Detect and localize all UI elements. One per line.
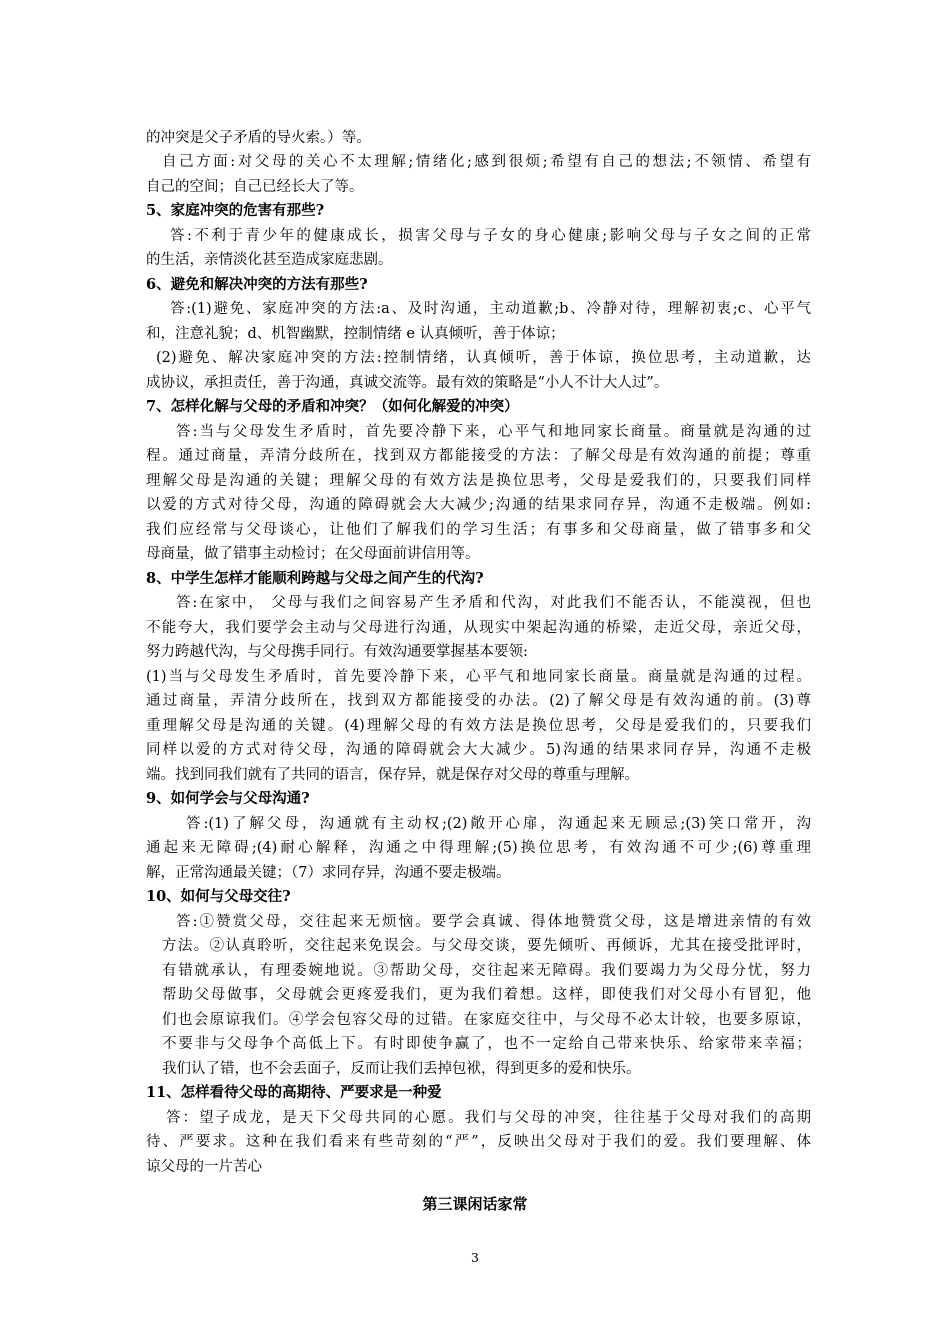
lesson-title: 第三课闲话家常	[422, 1195, 528, 1213]
text-line: 答:在家中， 父母与我们之间容易产生矛盾和代沟，对此我们不能否认，不能漠视，但也	[176, 595, 811, 611]
question-heading: 6、避免和解决冲突的方法有那些?	[146, 276, 368, 293]
text-line: 不要非与父母争个高低上下。有时即使争赢了，也不一定给自己带来快乐、给家带来幸福；	[162, 1036, 811, 1052]
text-line: 自己的空间；自己已经长大了等。	[146, 179, 364, 195]
text-line: 通过商量，弄清分歧所在，找到双方都能接受的办法。(2)了解父母是有效沟通的前。(3)尊	[146, 693, 811, 709]
text-line: 答:①赞赏父母，交往起来无烦恼。要学会真诚、得体地赞赏父母，这是增进亲情的有效	[176, 914, 811, 930]
text-line: 不能夸大，我们要学会主动与父母进行沟通，从现实中架起沟通的桥梁，走近父母，亲近父母，	[146, 620, 811, 636]
text-line: 方法。②认真聆听，交往起来免误会。与父母交谈，要先倾听、再倾诉，尤其在接受批评时，	[162, 938, 811, 954]
text-line: 我们应经常与父母谈心，让他们了解我们的学习生活；有事多和父母商量，做了错事多和父	[146, 522, 811, 538]
question-heading: 10、如何与父母交往?	[146, 888, 291, 905]
question-heading: 5、家庭冲突的危害有那些?	[146, 202, 325, 219]
text-line: 理解父母是沟通的关键；理解父母的有效方法是换位思考，父母是爱我们的，只要我们同样	[146, 473, 811, 489]
text-line: 通起来无障碍;(4)耐心解释，沟通之中得理解;(5)换位思考，有效沟通不可少;(6)尊重理	[146, 840, 811, 856]
text-line: 的冲突是父子矛盾的导火索。）等。	[146, 130, 371, 146]
text-line: 成协议，承担责任，善于沟通，真诚交流等。最有效的策略是“小人不计大人过”。	[146, 375, 669, 391]
text-line: 有错就承认，有理委婉地说。③帮助父母，交往起来无障碍。我们要竭力为父母分忧，努力	[162, 963, 811, 979]
question-heading: 7、怎样化解与父母的矛盾和冲突？（如何化解爱的冲突）	[146, 398, 519, 415]
page-number: 3	[471, 1250, 479, 1265]
text-line: 重理解父母是沟通的关键。(4)理解父母的有效方法是换位思考，父母是爱我们的，只要我们	[146, 718, 811, 734]
text-line: 答:(1)了解父母，沟通就有主动权;(2)敞开心扉，沟通起来无顾忌;(3)笑口常开，沟	[186, 816, 811, 832]
text-line: 我们认了错，也不会丢面子，反而让我们丢掉包袱，得到更多的爱和快乐。	[162, 1061, 641, 1077]
text-line: (2)避免、解决家庭冲突的方法:控制情绪，认真倾听，善于体谅，换位思考，主动道歉，达	[156, 350, 811, 366]
text-line: 和，注意礼貌；d、机智幽默，控制情绪 e 认真倾听，善于体谅；	[146, 326, 565, 342]
text-line: 努力跨越代沟，与父母携手同行。有效沟通要掌握基本要领:	[146, 644, 528, 660]
question-heading: 11、怎样看待父母的高期待、严要求是一种爱	[146, 1084, 442, 1101]
text-line: 端。找到同我们就有了共同的语言，保存异，就是保存对父母的尊重与理解。	[146, 767, 639, 783]
text-line: 的生活，亲情淡化甚至造成家庭悲剧。	[146, 252, 393, 268]
text-line: 解，正常沟通最关键；（7）求同存异，沟通不要走极端。	[146, 865, 511, 881]
text-line: 母商量，做了错事主动检讨；在父母面前讲信用等。	[146, 546, 480, 562]
text-line: 答:不利于青少年的健康成长，损害父母与子女的身心健康;影响父母与子女之间的正常	[170, 228, 811, 244]
text-line: 答:(1)避免、家庭冲突的方法:a、及时沟通，主动道歉;b、冷静对待，理解初衷;c、心平气	[170, 301, 811, 317]
question-heading: 8、中学生怎样才能顺利跨越与父母之间产生的代沟?	[146, 570, 484, 587]
text-line: 帮助父母做事，父母就会更疼爱我们，更为我们着想。这样，即使我们对父母小有冒犯，他	[162, 987, 811, 1003]
text-line: 同样以爱的方式对待父母，沟通的障碍就会大大减少。5)沟通的结果求同存异，沟通不走极	[146, 742, 811, 758]
text-line: 自己方面:对父母的关心不太理解;情绪化;感到很烦;希望有自己的想法;不领情、希望有	[162, 154, 811, 170]
text-line: 答：望子成龙，是天下父母共同的心愿。我们与父母的冲突，往往基于父母对我们的高期	[166, 1110, 811, 1126]
text-line: 答:当与父母发生矛盾时，首先要冷静下来，心平气和地同家长商量。商量就是沟通的过	[176, 424, 811, 440]
text-line: 程。通过商量，弄清分歧所在，找到双方都能接受的方法：了解父母是有效沟通的前提；尊重	[146, 448, 811, 464]
question-heading: 9、如何学会与父母沟通?	[146, 790, 310, 807]
text-line: 待、严要求。这种在我们看来有些苛刻的“严”，反映出父母对于我们的爱。我们要理解、体	[146, 1134, 811, 1150]
text-line: 谅父母的一片苦心	[146, 1159, 262, 1175]
text-line: (1)当与父母发生矛盾时，首先要冷静下来，心平气和地同家长商量。商量就是沟通的过程。	[146, 669, 811, 685]
text-line: 以爱的方式对待父母，沟通的障碍就会大大减少;沟通的结果求同存异，沟通不走极端。例如:	[146, 497, 811, 513]
text-line: 们也会原谅我们。④学会包容父母的过错。在家庭交往中，与父母不必太计较，也要多原谅，	[162, 1012, 811, 1028]
